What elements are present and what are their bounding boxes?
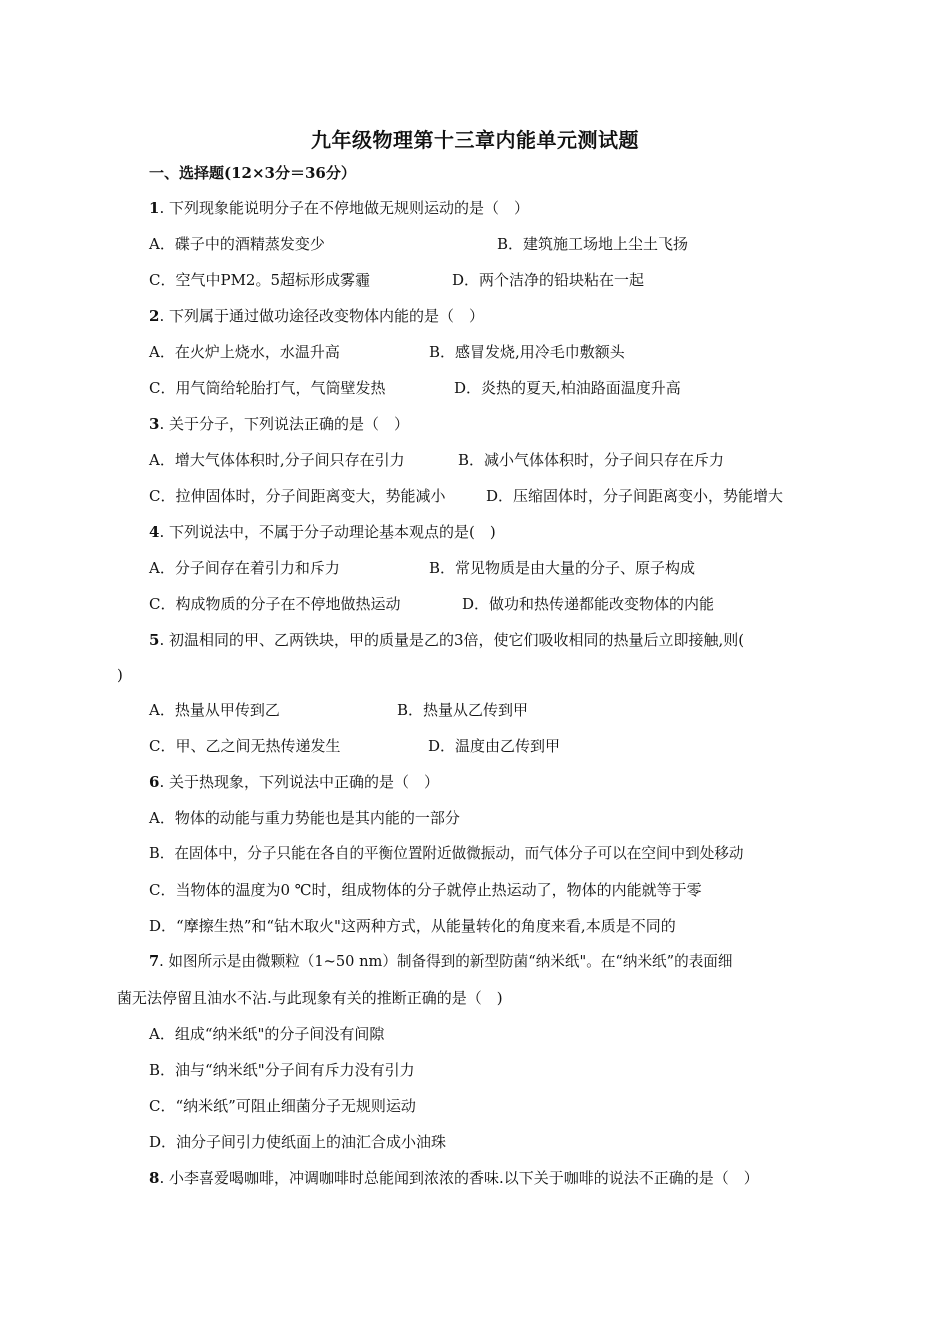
question-text: . 下列现象能说明分子在不停地做无规则运动的是（ ） xyxy=(159,199,529,217)
option-c: C．构成物质的分子在不停地做热运动 xyxy=(149,595,401,613)
option-a: A．在火炉上烧水，水温升高 xyxy=(149,343,340,361)
question-number: 8 xyxy=(149,1169,160,1187)
option-c: C．当物体的温度为0 ℃时，组成物体的分子就停止热运动了，物体的内能就等于零 xyxy=(149,881,702,899)
question-stem xyxy=(149,198,529,218)
option-c: C．甲、乙之间无热传递发生 xyxy=(149,737,341,755)
option-d: D．两个洁净的铅块粘在一起 xyxy=(452,271,645,289)
question-text: . 关于分子，下列说法正确的是（ ） xyxy=(159,415,409,433)
option-c: C．空气中PM2。5超标形成雾霾 xyxy=(149,271,371,289)
option-d: D．温度由乙传到甲 xyxy=(428,737,561,755)
question-stem xyxy=(149,772,439,792)
page-title: 九年级物理第十三章内能单元测试题 xyxy=(311,128,639,152)
question-number: 6 xyxy=(149,773,160,791)
option-b: B．常见物质是由大量的分子、原子构成 xyxy=(429,559,696,577)
option-a: A．组成“纳米纸"的分子间没有间隙 xyxy=(149,1025,385,1043)
question-text: . 小李喜爱喝咖啡，冲调咖啡时总能闻到浓浓的香味.以下关于咖啡的说法不正确的是（ ） xyxy=(159,1169,759,1187)
question-stem xyxy=(149,306,484,326)
question-stem-continued: 菌无法停留且油水不沾.与此现象有关的推断正确的是（ ) xyxy=(117,989,503,1007)
option-a: A．增大气体体积时,分子间只存在引力 xyxy=(149,451,405,469)
option-b: B．油与“纳米纸"分子间有斥力没有引力 xyxy=(149,1061,415,1079)
question-text: . 关于热现象，下列说法中正确的是（ ） xyxy=(159,773,439,791)
question-number: 4 xyxy=(149,523,160,541)
question-number: 5 xyxy=(149,631,160,649)
question-stem xyxy=(149,522,496,542)
option-a: A．热量从甲传到乙 xyxy=(149,701,280,719)
question-stem xyxy=(149,952,733,972)
option-c: C．拉伸固体时，分子间距离变大，势能减小 xyxy=(149,487,446,505)
option-c: C．用气筒给轮胎打气，气筒壁发热 xyxy=(149,379,386,397)
option-d: D．炎热的夏天,柏油路面温度升高 xyxy=(454,379,681,397)
question-number: 3 xyxy=(149,415,160,433)
section-heading: 一、选择题(12×3分＝36分） xyxy=(149,164,356,182)
question-text: . 初温相同的甲、乙两铁块，甲的质量是乙的3倍，使它们吸收相同的热量后立即接触,则( xyxy=(159,631,745,649)
option-b: B．建筑施工场地上尘土飞扬 xyxy=(497,235,689,253)
option-b: B．热量从乙传到甲 xyxy=(397,701,529,719)
option-c: C．“纳米纸”可阻止细菌分子无规则运动 xyxy=(149,1097,416,1115)
question-text: . 如图所示是由微颗粒（1~50 nm）制备得到的新型防菌“纳米纸"。在“纳米纸”的表面细 xyxy=(159,953,733,970)
question-stem xyxy=(149,414,409,434)
question-stem xyxy=(149,1168,759,1188)
question-number: 1 xyxy=(149,199,160,217)
question-number: 2 xyxy=(149,307,160,325)
option-d: D．压缩固体时，分子间距离变小，势能增大 xyxy=(486,487,784,505)
option-a: A．碟子中的酒精蒸发变少 xyxy=(149,235,325,253)
question-text: . 下列属于通过做功途径改变物体内能的是（ ） xyxy=(159,307,484,325)
question-number: 7 xyxy=(149,953,160,970)
option-d: D．油分子间引力使纸面上的油汇合成小油珠 xyxy=(149,1133,447,1151)
option-a: A．分子间存在着引力和斥力 xyxy=(149,559,340,577)
question-stem-continued: ) xyxy=(117,666,123,684)
question-text: . 下列说法中，不属于分子动理论基本观点的是( ) xyxy=(159,523,496,541)
question-stem xyxy=(149,630,744,650)
option-a: A．物体的动能与重力势能也是其内能的一部分 xyxy=(149,809,460,827)
option-b: B．感冒发烧,用冷毛巾敷额头 xyxy=(429,343,625,361)
option-d: D．“摩擦生热”和“钻木取火"这两种方式，从能量转化的角度来看,本质是不同的 xyxy=(149,917,676,935)
option-b: B．在固体中，分子只能在各自的平衡位置附近做微振动，而气体分子可以在空间中到处移动 xyxy=(149,845,744,862)
option-b: B．减小气体体积时，分子间只存在斥力 xyxy=(458,451,725,469)
option-d: D．做功和热传递都能改变物体的内能 xyxy=(462,595,715,613)
